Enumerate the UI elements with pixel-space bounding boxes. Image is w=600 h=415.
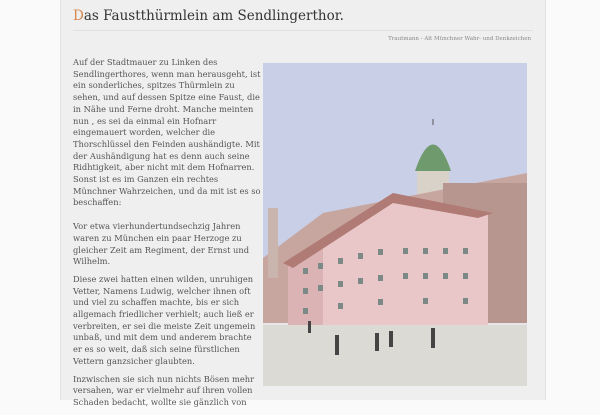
paragraph: Diese zwei hatten einen wilden, unruhigen Vetter, Namens Ludwig, welcher ihnen oft und viel zu schaffen machte, bis er sich allgemach friedlicher verhielt; auch ließ er verbreiten, er sei die meiste Zeit ungemein unbaß, und mit dem und anderem brachte er es so weit, daß sich seine fürstlichen Vettern ganzsicher glaubten. (73, 273, 256, 366)
illustration-faustthuermlein (263, 63, 527, 386)
article-panel (60, 0, 546, 407)
image-caption: Trautmann - Alt Münchner Wahr- und Denkzeichen (388, 36, 531, 42)
paragraph: Vor etwa vierhundertundsechzig Jahren waren zu München ein paar Herzoge zu gleicher Zeit am Regiment, der Ernst und Wilhelm. (73, 221, 250, 267)
page-title (73, 8, 344, 24)
article-body (73, 57, 263, 415)
paragraph: Inzwischen sie sich nun nichts Bösen mehr versahen, war er vielmehr auf ihren vollen Schaden bedacht, wollte sie gänzlich von (73, 373, 255, 407)
paragraph: Auf der Stadtmauer zu Linken des Sendlingerthores, wenn man herausgeht, ist ein sonderliches, spitzes Thürmlein zu sehen, und auf dessen Spitze eine Faust, die in Nähe und Ferne droht. Manche meinten nun , es sei da einmal ein Hofnarr eingemauert worden, welcher die Thorschlüssel den Feinden aushändigte. Mit der Aushändigung hat es denn auch seine Ridhtigkeit, aber nicht mit dem Hofnarren. Sonst ist es im Ganzen ein rechtes Münchner Wahrzeichen, und da mit ist es so beschaffen: (73, 57, 261, 208)
title-initial: D (73, 8, 84, 24)
title-text: as Faustthürmlein am Sendlingerthor. (83, 8, 344, 24)
title-divider (73, 30, 533, 31)
